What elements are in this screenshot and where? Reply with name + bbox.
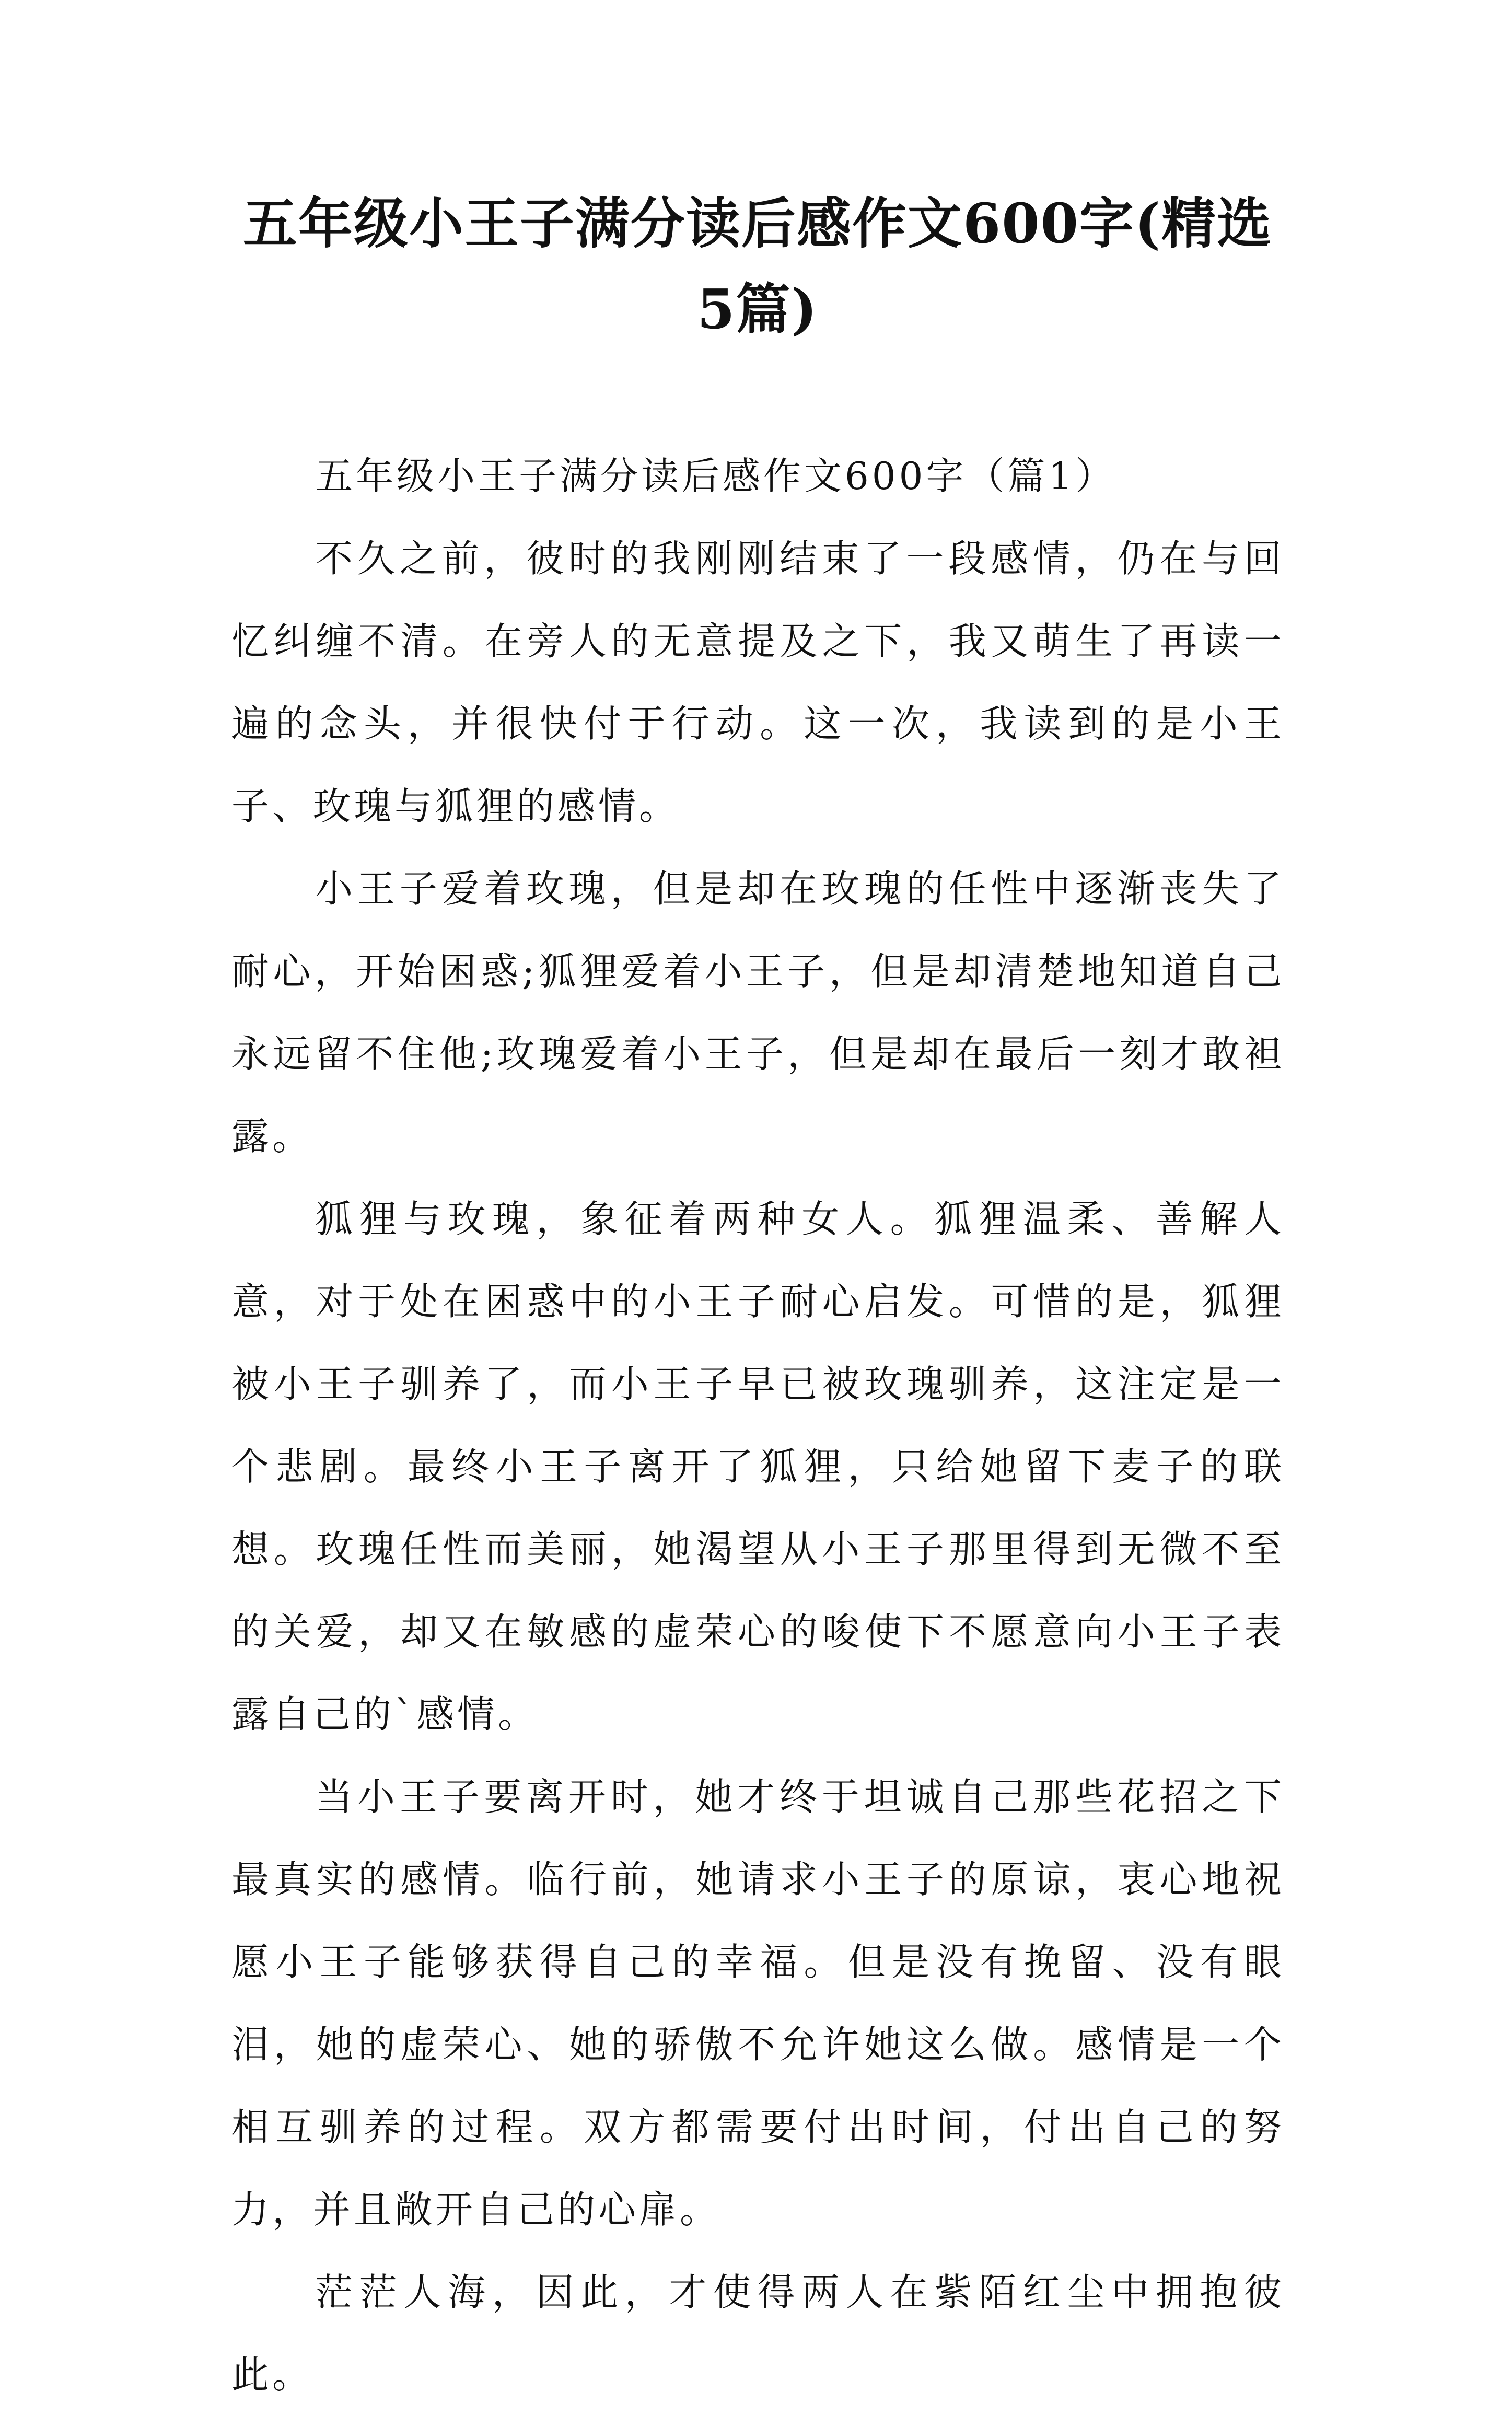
- paragraph: 茫茫人海，因此，才使得两人在紫陌红尘中拥抱彼此。: [231, 2270, 1285, 2397]
- title-line-2: 5篇): [697, 277, 818, 341]
- paragraph: 不久之前，彼时的我刚刚结束了一段感情，仍在与回忆纠缠不清。在旁人的无意提及之下，我又萌生了再读一遍的念头，并很快付于行动。这一次，我读到的是小王子、玫瑰与狐狸的感情。: [231, 537, 1285, 828]
- section-heading: 五年级小王子满分读后感作文600字（篇1）: [315, 454, 1116, 498]
- document-body: [231, 435, 1285, 2416]
- paragraph: 狐狸与玫瑰，象征着两种女人。狐狸温柔、善解人意，对于处在困惑中的小王子耐心启发。可惜的是，狐狸被小王子驯养了，而小王子早已被玫瑰驯养，这注定是一个悲剧。最终小王子离开了狐狸，只给她留下麦子的联想。玫瑰任性而美丽，她渴望从小王子那里得到无微不至的关爱，却又在敏感的虚荣心的唆使下不愿意向小王子表露自己的`感情。: [231, 1197, 1285, 1736]
- title-line-1: 五年级小王子满分读后感作文600字(精选: [242, 191, 1273, 255]
- document-title: [230, 181, 1285, 352]
- paragraph: 小王子爱着玫瑰，但是却在玫瑰的任性中逐渐丧失了耐心，开始困惑;狐狸爱着小王子，但是却清楚地知道自己永远留不住他;玫瑰爱着小王子，但是却在最后一刻才敢袒露。: [231, 867, 1285, 1158]
- paragraph: 当小王子要离开时，她才终于坦诚自己那些花招之下最真实的感情。临行前，她请求小王子的原谅，衷心地祝愿小王子能够获得自己的幸福。但是没有挽留、没有眼泪，她的虚荣心、她的骄傲不允许她这么做。感情是一个相互驯养的过程。双方都需要付出时间，付出自己的努力，并且敞开自己的心扉。: [231, 1775, 1285, 2232]
